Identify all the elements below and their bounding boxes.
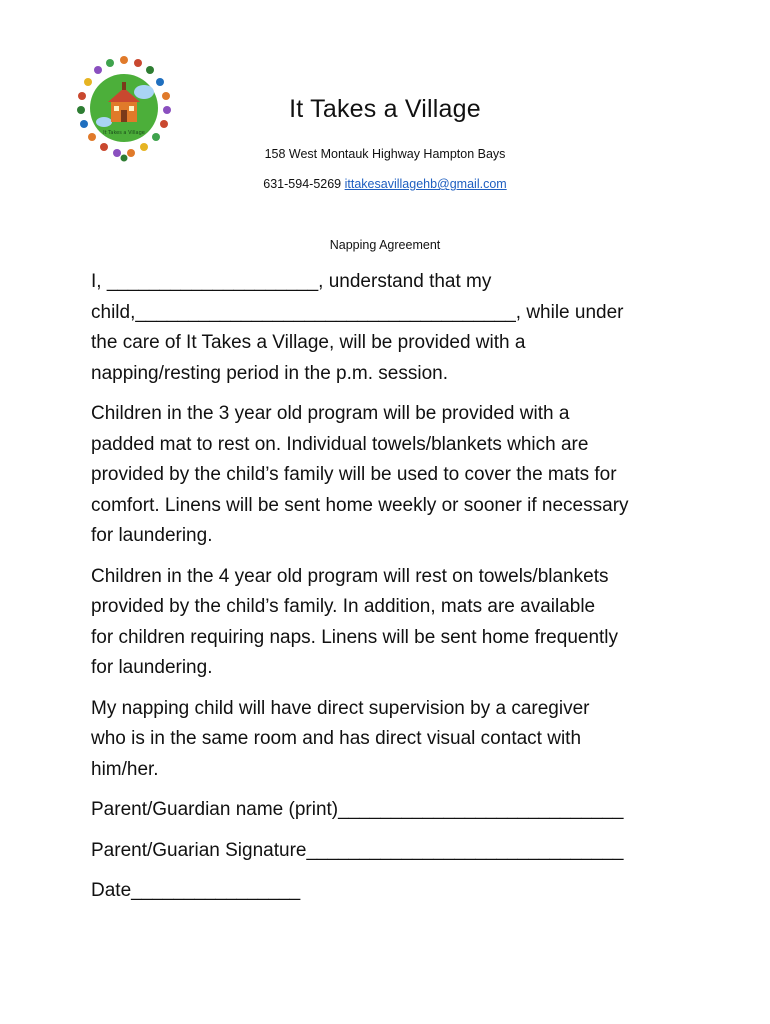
three-year-line: provided by the child’s family will be used to cover the mats for xyxy=(91,464,617,485)
four-year-paragraph xyxy=(91,562,701,684)
supervision-line: him/her. xyxy=(91,758,159,780)
intro-line: I, ____________________, understand that my xyxy=(91,271,492,292)
address-line: 158 West Montauk Highway Hampton Bays xyxy=(264,147,506,161)
supervision-line: My napping child will have direct supervision by a caregiver xyxy=(91,697,590,719)
contact-line xyxy=(0,177,770,191)
email-link[interactable]: ittakesavillagehb@gmail.com xyxy=(344,177,507,191)
phone-number: 631-594-5269 xyxy=(263,177,342,191)
parent-name-field[interactable]: Parent/Guardian name (print)___________________________ xyxy=(91,799,624,820)
parent-signature-field[interactable]: Parent/Guarian Signature______________________________ xyxy=(91,839,624,861)
four-year-line: Children in the 4 year old program will rest on towels/blankets xyxy=(91,565,609,587)
document-heading: Napping Agreement xyxy=(329,238,441,252)
three-year-line: Children in the 3 year old program will be provided with a xyxy=(91,403,570,424)
document-body xyxy=(91,267,701,917)
supervision-line: who is in the same room and has direct visual contact with xyxy=(91,728,582,749)
four-year-line: for laundering. xyxy=(91,657,213,678)
logo-caption: It Takes a Village xyxy=(103,130,145,136)
three-year-line: padded mat to rest on. Individual towels/blankets which are xyxy=(91,433,589,455)
three-year-line: for laundering. xyxy=(91,525,213,546)
intro-line: child,____________________________________, while under xyxy=(91,301,624,323)
supervision-paragraph xyxy=(91,694,701,786)
intro-paragraph xyxy=(91,267,701,389)
four-year-line: provided by the child’s family. In addition, mats are available xyxy=(91,596,596,617)
three-year-paragraph xyxy=(91,399,701,552)
three-year-line: comfort. Linens will be sent home weekly or sooner if necessary xyxy=(91,494,629,516)
intro-line: napping/resting period in the p.m. session. xyxy=(91,362,448,384)
date-field[interactable]: Date________________ xyxy=(91,880,301,901)
page-title: It Takes a Village xyxy=(289,95,481,123)
four-year-line: for children requiring naps. Linens will be sent home frequently xyxy=(91,626,619,648)
intro-line: the care of It Takes a Village, will be provided with a xyxy=(91,332,526,353)
